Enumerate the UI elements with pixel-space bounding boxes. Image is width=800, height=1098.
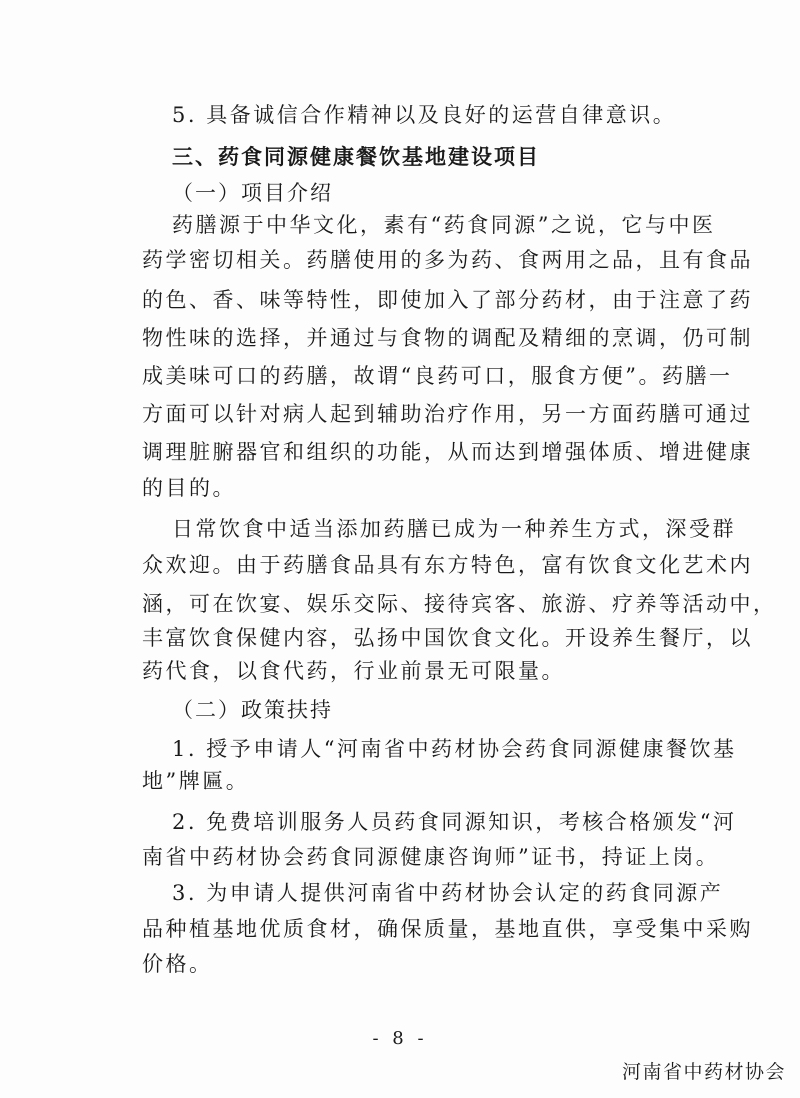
paragraph-line: 调理脏腑器官和组织的功能，从而达到增强体质、增进健康: [142, 440, 753, 464]
paragraph-line: 方面可以针对病人起到辅助治疗作用，另一方面药膳可通过: [142, 402, 753, 426]
paragraph-line: 地”牌匾。: [142, 769, 250, 793]
page-number: - 8 -: [372, 1028, 428, 1049]
paragraph-line: 涵，可在饮宴、娱乐交际、接待宾客、旅游、疗养等活动中，: [142, 592, 777, 616]
paragraph-line: 价格。: [142, 952, 213, 976]
paragraph-line: 众欢迎。由于药膳食品具有东方特色，富有饮食文化艺术内: [142, 553, 753, 577]
policy-item-3: 3. 为申请人提供河南省中药材协会认定的药食同源产: [172, 881, 724, 905]
paragraph-line: 的目的。: [142, 476, 236, 500]
paragraph-line: 丰富饮食保健内容，弘扬中国饮食文化。开设养生餐厅，以: [142, 626, 753, 650]
paragraph-line: 药膳源于中华文化，素有“药食同源”之说，它与中医: [172, 213, 716, 237]
policy-item-1: 1. 授予申请人“河南省中药材协会药食同源健康餐饮基: [172, 737, 737, 761]
subheading-project-intro: （一）项目介绍: [172, 181, 333, 205]
paragraph-line: 品种植基地优质食材，确保质量，基地直供，享受集中采购: [142, 917, 753, 941]
watermark: 河南省中药材协会: [621, 1061, 786, 1083]
paragraph-line: 日常饮食中适当添加药膳已成为一种养生方式，深受群: [172, 517, 736, 541]
subheading-policy-support: （二）政策扶持: [172, 698, 333, 722]
paragraph-line: 南省中药材协会药食同源健康咨询师”证书，持证上岗。: [142, 845, 720, 869]
policy-item-2: 2. 免费培训服务人员药食同源知识，考核合格颁发“河: [172, 810, 737, 834]
paragraph-line: 药代食，以食代药，行业前景无可限量。: [142, 659, 565, 683]
section-heading-3: 三、药食同源健康餐饮基地建设项目: [172, 145, 540, 169]
paragraph-line: 成美味可口的药膳，故谓“良药可口，服食方便”。药膳一: [142, 364, 733, 388]
paragraph-line: 的色、香、味等特性，即使加入了部分药材，由于注意了药: [142, 288, 753, 312]
paragraph-line: 药学密切相关。药膳使用的多为药、食两用之品，且有食品: [142, 248, 753, 272]
requirement-item-5: 5. 具备诚信合作精神以及良好的运营自律意识。: [172, 103, 677, 127]
paragraph-line: 物性味的选择，并通过与食物的调配及精细的烹调，仍可制: [142, 326, 753, 350]
